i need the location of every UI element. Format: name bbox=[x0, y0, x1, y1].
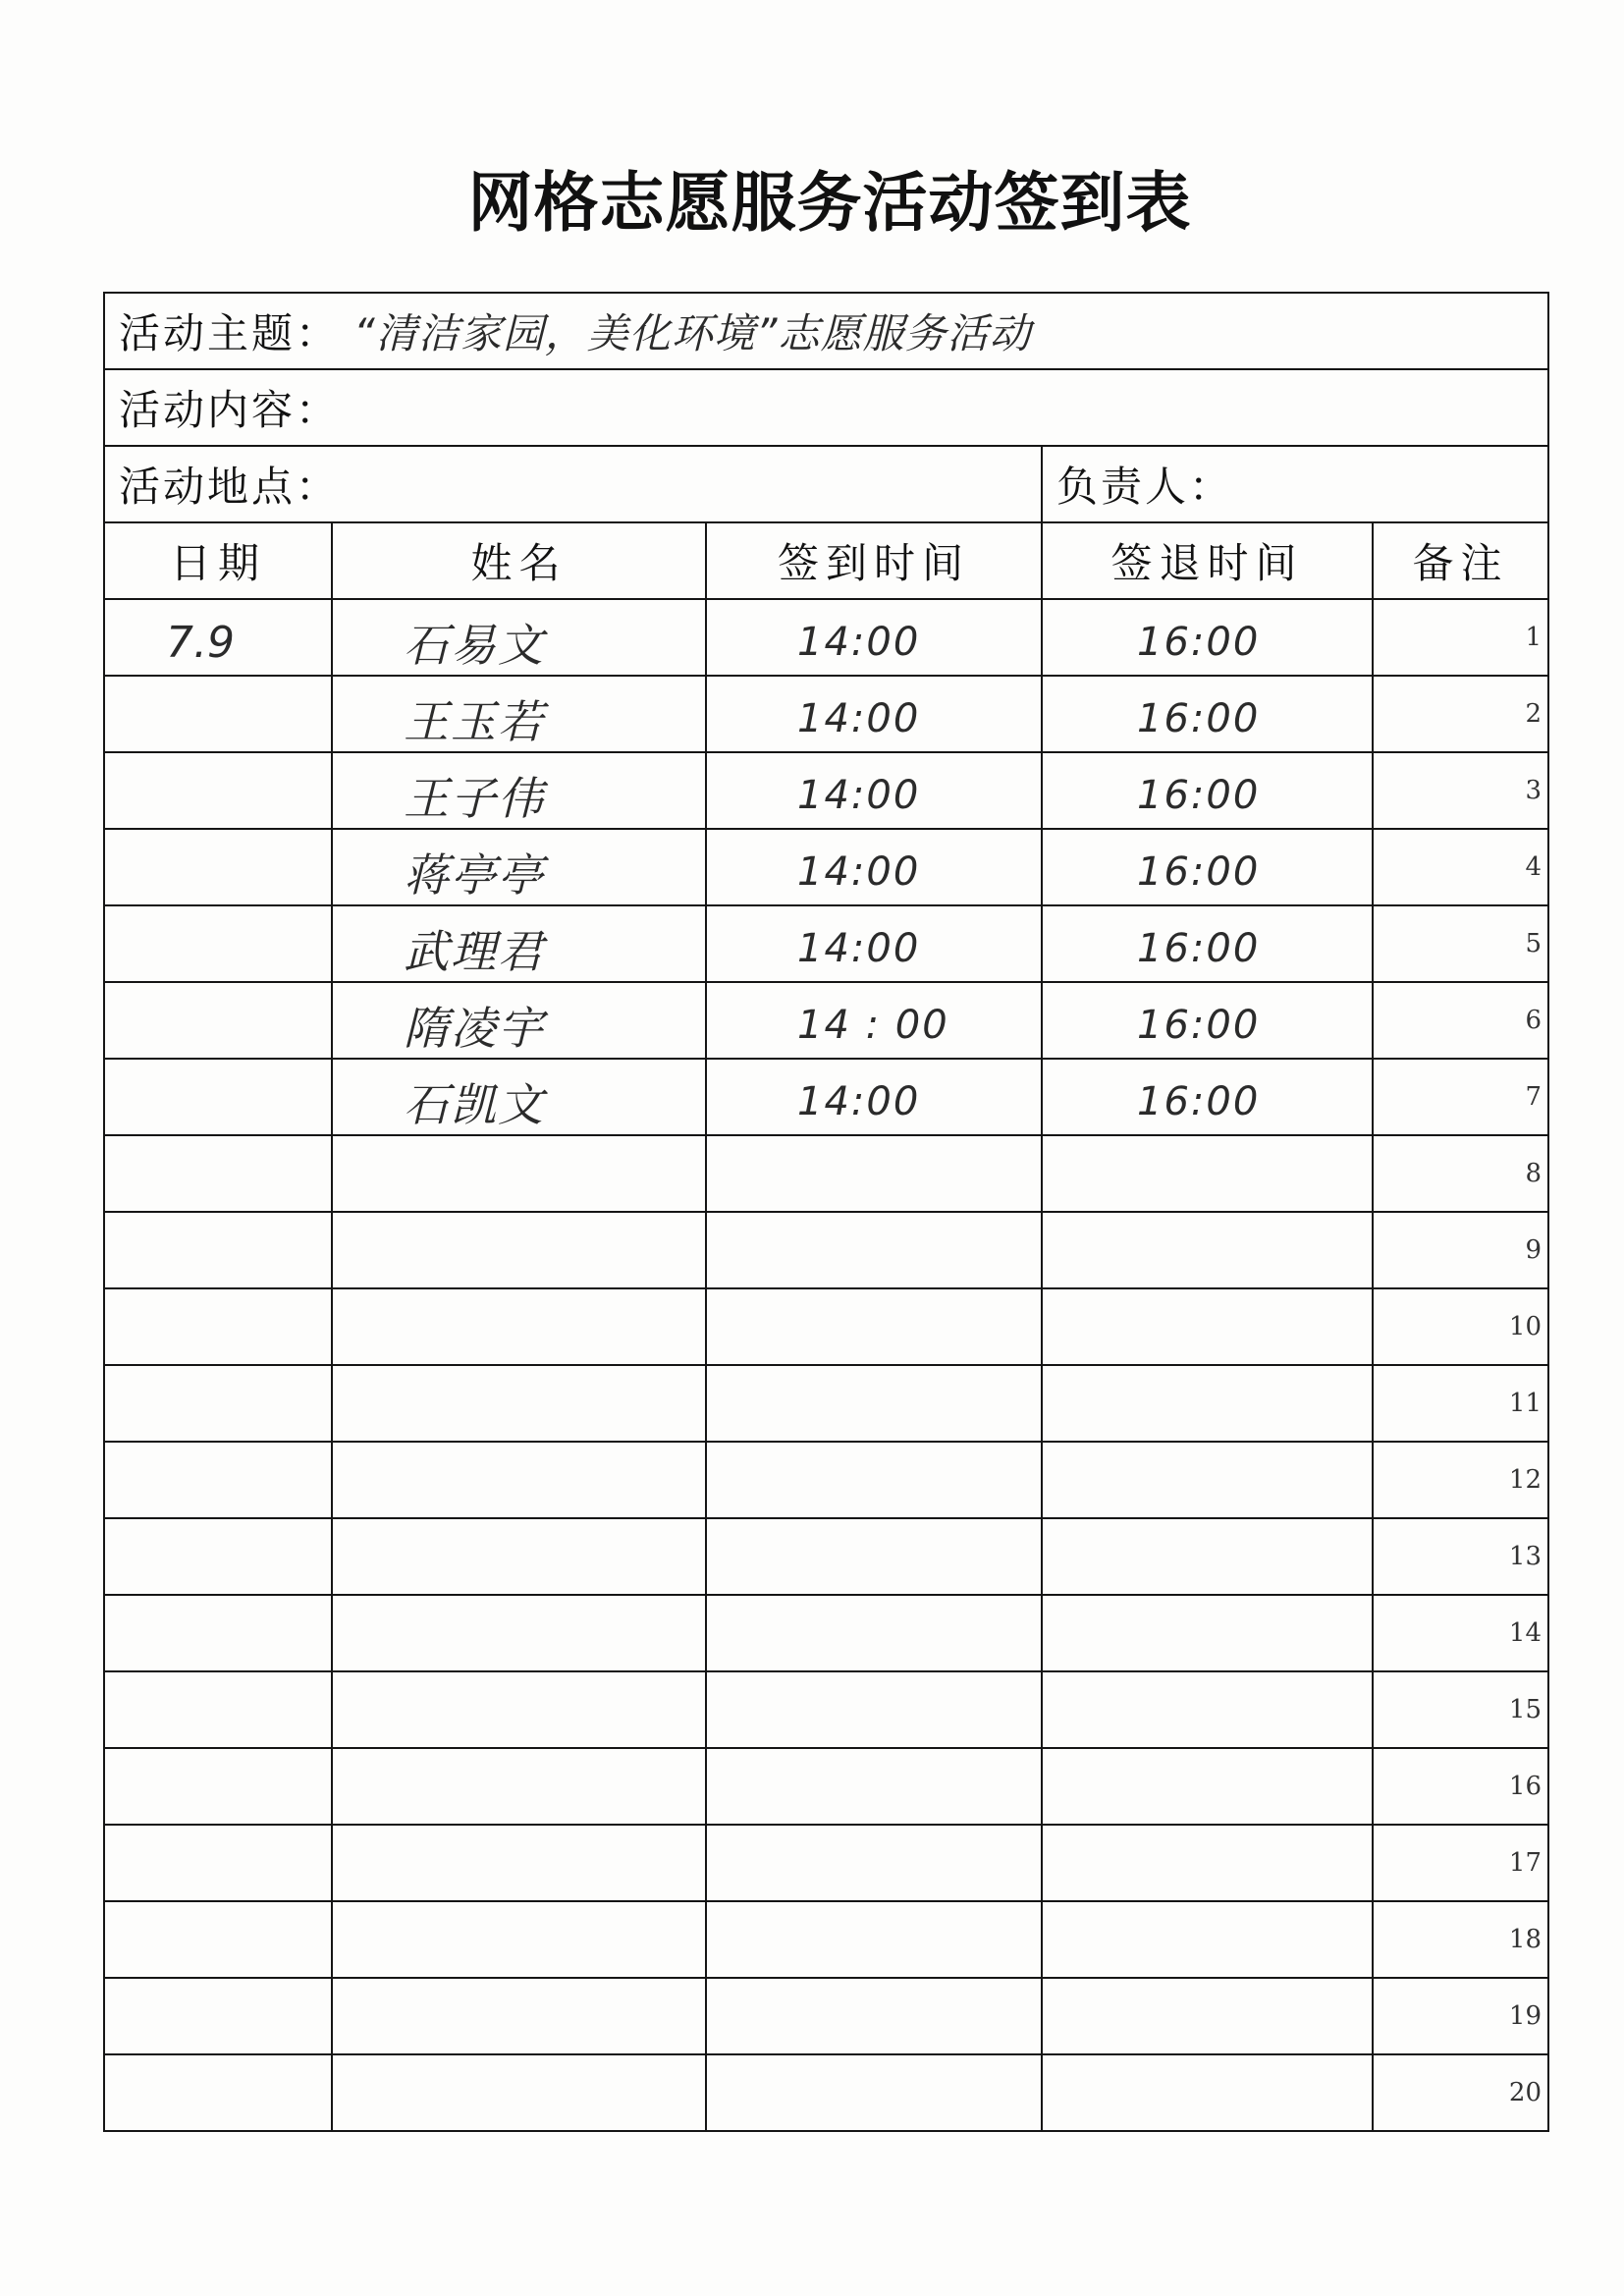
remark-cell bbox=[1373, 982, 1548, 1059]
remark-cell bbox=[1373, 1442, 1548, 1518]
sign-in-cell bbox=[706, 1978, 1042, 2054]
table-row bbox=[104, 905, 1548, 982]
sign-out-cell bbox=[1042, 1442, 1373, 1518]
name-cell bbox=[332, 1212, 706, 1288]
remark-cell bbox=[1373, 676, 1548, 752]
table-row bbox=[104, 1212, 1548, 1288]
content-label: 活动内容： bbox=[119, 386, 341, 434]
remark-cell bbox=[1373, 752, 1548, 829]
sign-out-cell bbox=[1042, 905, 1373, 982]
sign-in-cell bbox=[706, 1518, 1042, 1595]
row-number: 3 bbox=[1525, 776, 1542, 805]
name-cell bbox=[332, 1135, 706, 1212]
theme-row bbox=[104, 293, 1548, 369]
date-value: 7.9 bbox=[166, 617, 235, 668]
sign-out-cell bbox=[1042, 1518, 1373, 1595]
sign-in-cell bbox=[706, 1595, 1042, 1671]
table-row bbox=[104, 1978, 1548, 2054]
date-cell bbox=[104, 752, 332, 829]
name-value: 石易文 bbox=[404, 619, 545, 672]
date-cell bbox=[104, 1135, 332, 1212]
sign-in-cell bbox=[706, 2054, 1042, 2131]
name-cell bbox=[332, 1059, 706, 1135]
name-cell bbox=[332, 599, 706, 676]
remark-cell bbox=[1373, 599, 1548, 676]
sign-out-cell bbox=[1042, 1748, 1373, 1825]
row-number: 19 bbox=[1508, 2001, 1542, 2031]
sign-in-cell bbox=[706, 1212, 1042, 1288]
theme-value: “清洁家园，美化环境”志愿服务活动 bbox=[353, 309, 1032, 357]
row-number: 5 bbox=[1525, 929, 1542, 958]
column-header-date: 日期 bbox=[104, 522, 332, 599]
sign-in-cell bbox=[706, 1671, 1042, 1748]
table-row bbox=[104, 1595, 1548, 1671]
sign-in-cell bbox=[706, 982, 1042, 1059]
sign-out-cell bbox=[1042, 1671, 1373, 1748]
name-value: 蒋亭亭 bbox=[404, 848, 545, 902]
row-number: 14 bbox=[1508, 1618, 1542, 1648]
person-label: 负责人： bbox=[1056, 463, 1234, 511]
location-label: 活动地点： bbox=[119, 463, 341, 511]
sign-in-cell bbox=[706, 1365, 1042, 1442]
name-value: 王子伟 bbox=[404, 772, 545, 825]
name-cell bbox=[332, 982, 706, 1059]
name-cell bbox=[332, 1671, 706, 1748]
table-row bbox=[104, 1059, 1548, 1135]
remark-cell bbox=[1373, 1518, 1548, 1595]
sign-in-cell bbox=[706, 1288, 1042, 1365]
table-row bbox=[104, 829, 1548, 905]
date-cell bbox=[104, 1901, 332, 1978]
sign-in-value: 14:00 bbox=[797, 849, 921, 895]
date-cell bbox=[104, 1978, 332, 2054]
sign-out-cell bbox=[1042, 1288, 1373, 1365]
row-number: 16 bbox=[1508, 1772, 1542, 1801]
sign-out-value: 16:00 bbox=[1137, 696, 1261, 741]
row-number: 15 bbox=[1508, 1695, 1542, 1724]
row-number: 7 bbox=[1525, 1082, 1542, 1112]
remark-cell bbox=[1373, 2054, 1548, 2131]
sign-out-cell bbox=[1042, 599, 1373, 676]
name-value: 石凯文 bbox=[404, 1078, 545, 1131]
name-cell bbox=[332, 676, 706, 752]
sign-in-cell bbox=[706, 1748, 1042, 1825]
table-row bbox=[104, 1135, 1548, 1212]
name-cell bbox=[332, 2054, 706, 2131]
date-cell bbox=[104, 829, 332, 905]
date-cell bbox=[104, 905, 332, 982]
date-cell bbox=[104, 1671, 332, 1748]
row-number: 4 bbox=[1525, 852, 1542, 882]
sign-in-value: 14:00 bbox=[797, 696, 921, 741]
remark-cell bbox=[1373, 1901, 1548, 1978]
sign-in-cell bbox=[706, 829, 1042, 905]
sign-out-cell bbox=[1042, 1365, 1373, 1442]
remark-cell bbox=[1373, 905, 1548, 982]
table-row bbox=[104, 1442, 1548, 1518]
location-cell bbox=[104, 446, 1042, 522]
name-cell bbox=[332, 1365, 706, 1442]
date-cell bbox=[104, 599, 332, 676]
person-cell bbox=[1042, 446, 1548, 522]
sign-in-value: 14:00 bbox=[797, 773, 921, 818]
sign-in-cell bbox=[706, 905, 1042, 982]
name-cell bbox=[332, 1978, 706, 2054]
sign-in-cell bbox=[706, 676, 1042, 752]
sign-in-cell bbox=[706, 1901, 1042, 1978]
column-header-name: 姓名 bbox=[332, 522, 706, 599]
column-header-remark: 备注 bbox=[1373, 522, 1548, 599]
table-row bbox=[104, 1365, 1548, 1442]
location-row bbox=[104, 446, 1548, 522]
table-row bbox=[104, 1901, 1548, 1978]
sign-in-cell bbox=[706, 1059, 1042, 1135]
name-cell bbox=[332, 1442, 706, 1518]
column-header-sign-out: 签退时间 bbox=[1042, 522, 1373, 599]
sign-out-value: 16:00 bbox=[1137, 773, 1261, 818]
name-value: 隋凌宇 bbox=[404, 1002, 545, 1055]
remark-cell bbox=[1373, 1748, 1548, 1825]
sign-out-cell bbox=[1042, 1901, 1373, 1978]
name-cell bbox=[332, 1595, 706, 1671]
name-cell bbox=[332, 1518, 706, 1595]
date-cell bbox=[104, 1365, 332, 1442]
name-cell bbox=[332, 1748, 706, 1825]
table-row bbox=[104, 752, 1548, 829]
date-cell bbox=[104, 1212, 332, 1288]
date-cell bbox=[104, 982, 332, 1059]
remark-cell bbox=[1373, 1365, 1548, 1442]
row-number: 2 bbox=[1525, 699, 1542, 729]
name-cell bbox=[332, 1901, 706, 1978]
date-cell bbox=[104, 1518, 332, 1595]
sign-out-value: 16:00 bbox=[1137, 620, 1261, 665]
date-cell bbox=[104, 1288, 332, 1365]
sign-out-cell bbox=[1042, 1978, 1373, 2054]
content-row bbox=[104, 369, 1548, 446]
date-cell bbox=[104, 1442, 332, 1518]
row-number: 11 bbox=[1508, 1389, 1542, 1418]
sign-in-cell bbox=[706, 599, 1042, 676]
table-row bbox=[104, 676, 1548, 752]
sign-in-cell bbox=[706, 752, 1042, 829]
name-cell bbox=[332, 905, 706, 982]
row-number: 1 bbox=[1525, 623, 1542, 652]
sign-out-cell bbox=[1042, 676, 1373, 752]
row-number: 18 bbox=[1508, 1925, 1542, 1954]
date-cell bbox=[104, 1059, 332, 1135]
remark-cell bbox=[1373, 1978, 1548, 2054]
sign-out-cell bbox=[1042, 982, 1373, 1059]
sign-out-value: 16:00 bbox=[1137, 849, 1261, 895]
table-row bbox=[104, 1748, 1548, 1825]
date-cell bbox=[104, 1748, 332, 1825]
name-cell bbox=[332, 829, 706, 905]
table-row bbox=[104, 1825, 1548, 1901]
table-row bbox=[104, 1671, 1548, 1748]
sign-in-value: 14:00 bbox=[797, 926, 921, 971]
table-row bbox=[104, 1288, 1548, 1365]
table-row bbox=[104, 599, 1548, 676]
name-value: 王玉若 bbox=[404, 695, 545, 748]
row-number: 20 bbox=[1508, 2078, 1542, 2107]
row-number: 13 bbox=[1508, 1542, 1542, 1571]
date-cell bbox=[104, 1825, 332, 1901]
table-row bbox=[104, 1518, 1548, 1595]
table-row bbox=[104, 982, 1548, 1059]
name-cell bbox=[332, 752, 706, 829]
sign-out-cell bbox=[1042, 1595, 1373, 1671]
sign-out-value: 16:00 bbox=[1137, 1003, 1261, 1048]
sign-in-table bbox=[103, 292, 1549, 2132]
name-cell bbox=[332, 1288, 706, 1365]
row-number: 6 bbox=[1525, 1006, 1542, 1035]
row-number: 10 bbox=[1508, 1312, 1542, 1341]
theme-cell bbox=[104, 293, 1548, 369]
date-cell bbox=[104, 2054, 332, 2131]
sign-out-cell bbox=[1042, 829, 1373, 905]
sign-in-value: 14:00 bbox=[797, 1079, 921, 1124]
remark-cell bbox=[1373, 1212, 1548, 1288]
column-header-sign-in: 签到时间 bbox=[706, 522, 1042, 599]
sign-in-cell bbox=[706, 1825, 1042, 1901]
row-number: 8 bbox=[1525, 1159, 1542, 1188]
table-row bbox=[104, 2054, 1548, 2131]
remark-cell bbox=[1373, 1135, 1548, 1212]
sign-out-cell bbox=[1042, 1135, 1373, 1212]
page-title: 网格志愿服务活动签到表 bbox=[467, 164, 1192, 241]
content-cell bbox=[104, 369, 1548, 446]
date-cell bbox=[104, 1595, 332, 1671]
remark-cell bbox=[1373, 1288, 1548, 1365]
row-number: 17 bbox=[1508, 1848, 1542, 1878]
remark-cell bbox=[1373, 1825, 1548, 1901]
remark-cell bbox=[1373, 1059, 1548, 1135]
sign-in-cell bbox=[706, 1442, 1042, 1518]
name-cell bbox=[332, 1825, 706, 1901]
date-cell bbox=[104, 676, 332, 752]
sign-in-value: 14:00 bbox=[797, 620, 921, 665]
row-number: 12 bbox=[1508, 1465, 1542, 1495]
sign-out-cell bbox=[1042, 1212, 1373, 1288]
sign-out-value: 16:00 bbox=[1137, 1079, 1261, 1124]
sign-in-cell bbox=[706, 1135, 1042, 1212]
remark-cell bbox=[1373, 1671, 1548, 1748]
sign-out-cell bbox=[1042, 1059, 1373, 1135]
sign-out-cell bbox=[1042, 2054, 1373, 2131]
row-number: 9 bbox=[1525, 1235, 1542, 1265]
sign-in-value: 14 : 00 bbox=[797, 1003, 949, 1048]
sign-out-cell bbox=[1042, 752, 1373, 829]
name-value: 武理君 bbox=[404, 925, 545, 978]
sign-out-value: 16:00 bbox=[1137, 926, 1261, 971]
remark-cell bbox=[1373, 829, 1548, 905]
sign-out-cell bbox=[1042, 1825, 1373, 1901]
remark-cell bbox=[1373, 1595, 1548, 1671]
theme-label: 活动主题： bbox=[119, 309, 341, 357]
table-header-row bbox=[104, 522, 1548, 599]
